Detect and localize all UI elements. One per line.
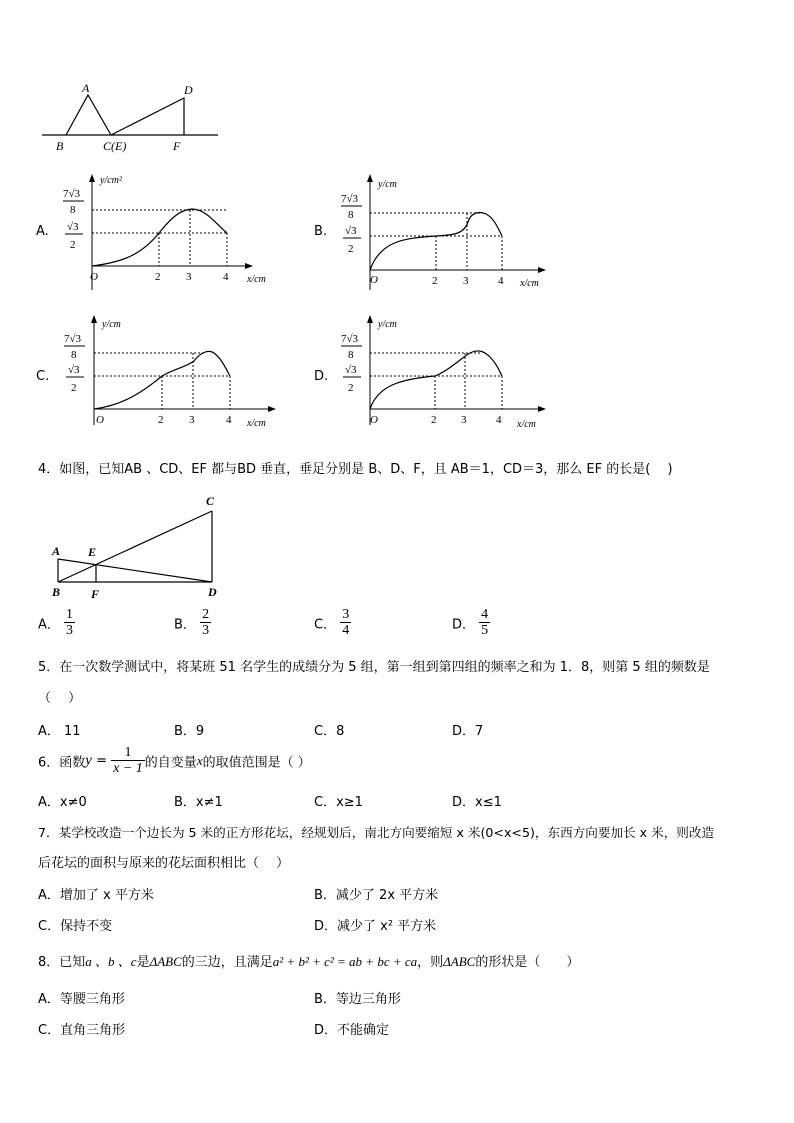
q7-stem-line2: 后花坛的面积与原来的花坛面积相比（ ） [38,856,290,871]
y-lo-num: √3 [68,364,80,376]
graph-label-c: C. [36,369,50,384]
y-unit: y/cm [378,319,397,330]
q6-var-y: y [85,752,92,769]
q8-option-d[interactable]: D．不能确定 [314,1023,390,1038]
q5-answer-paren: （ ） [38,691,82,706]
y-hi-num: 7√3 [64,333,82,345]
point-label-e: E [88,545,97,559]
y-hi-num: 7√3 [341,333,359,345]
point-label-f: F [173,139,181,153]
graph-option-d [312,313,562,438]
q7-option-a[interactable]: A．增加了 x 平方米 [38,888,154,903]
q8-option-c[interactable]: C．直角三角形 [38,1023,126,1038]
q7-option-d[interactable]: D．减少了 x² 平方米 [314,919,437,934]
graph-label-d: D. [314,369,329,384]
q8-mid2: 的三边，且满足 [181,955,273,970]
tick-4: 4 [498,275,504,287]
q6-fraction: $\frac{1}{x - 1}$ [113,745,143,777]
y-lo-den: 2 [348,243,354,255]
q6-post2: 的取值范围是（ ） [202,755,311,771]
y-lo-den: 2 [70,239,76,251]
graph-a-plot [34,172,284,297]
option-label: B． [174,617,196,633]
q7-option-c[interactable]: C．保持不变 [38,919,113,934]
tick-2: 2 [155,271,161,283]
option-fraction: $\frac{1}{3}$ [66,607,74,639]
y-hi-den: 8 [348,349,354,361]
tick-3: 3 [186,271,192,283]
q5-option-c[interactable]: C．8 [314,724,345,739]
q6-eq: = [91,753,112,769]
tick-2: 2 [432,275,438,287]
q8-triangle-2: ΔABC [443,954,476,969]
q5-option-b[interactable]: B．9 [174,724,205,739]
q6-stem [38,745,311,777]
graph-d-plot [312,313,562,438]
graph-option-b [312,172,562,297]
x-unit: x/cm [247,418,266,429]
option-fraction: $\frac{3}{4}$ [342,607,350,639]
origin-label: O [90,271,98,283]
q6-post: 的自变量 [144,755,197,771]
q4-option-a[interactable] [38,607,75,639]
y-hi-den: 8 [348,209,354,221]
origin-label: O [96,414,104,426]
q6-option-c[interactable]: C．x≥1 [314,795,363,810]
y-hi-den: 8 [71,349,77,361]
y-lo-num: √3 [345,225,357,237]
tick-3: 3 [463,275,469,287]
y-unit: y/cm² [100,175,122,186]
origin-label: O [370,414,378,426]
q8-mid3: ，则 [417,955,444,970]
q6-option-d[interactable]: D．x≤1 [452,795,502,810]
tick-4: 4 [226,414,232,426]
option-fraction: $\frac{2}{3}$ [202,607,210,639]
q6-var-x: x [196,752,203,768]
point-label-d: D [208,585,217,599]
option-label: D． [452,617,476,633]
q8-vars: a 、b 、c [85,954,137,969]
q4-option-d[interactable] [452,607,490,639]
tick-3: 3 [461,414,467,426]
y-lo-den: 2 [348,382,354,394]
q5-option-a[interactable]: A． 11 [38,724,81,739]
y-lo-den: 2 [71,382,77,394]
point-label-b: B [56,139,64,153]
y-hi-num: 7√3 [63,188,81,200]
q6-option-b[interactable]: B．x≠1 [174,795,223,810]
y-hi-den: 8 [70,204,76,216]
q4-stem: 4．如图，已知AB 、CD、EF 都与BD 垂直，垂足分别是 B、D、F，且 AB＝1，CD＝3，那么 EF 的长是( ) [38,462,673,477]
y-lo-num: √3 [345,364,357,376]
q8-post: 的形状是（ ） [475,955,580,970]
q6-pre: 6．函数 [38,755,86,771]
tick-2: 2 [158,414,164,426]
point-label-b: B [52,585,61,599]
tick-4: 4 [496,414,502,426]
top-figure [36,78,226,154]
q5-stem: 5．在一次数学测试中，将某班 51 名学生的成绩分为 5 组，第一组到第四组的频率之和为 1．8，则第 5 组的频数是 [38,660,710,675]
q6-option-a[interactable]: A．x≠0 [38,795,87,810]
point-label-f: F [91,587,100,601]
q5-option-d[interactable]: D．7 [452,724,484,739]
graph-label-b: B. [314,224,328,239]
q8-equation: a² + b² + c² = ab + bc + ca [272,954,418,969]
q8-stem [38,951,579,970]
point-label-a: A [82,81,90,95]
y-hi-num: 7√3 [341,193,359,205]
x-unit: x/cm [517,419,536,430]
origin-label: O [370,274,378,286]
q8-pre: 8．已知 [38,955,86,970]
graph-label-a: A. [36,224,49,239]
point-label-ce: C(E) [103,139,127,153]
q8-option-b[interactable]: B．等边三角形 [314,992,401,1007]
q8-option-a[interactable]: A．等腰三角形 [38,992,125,1007]
option-fraction: $\frac{4}{5}$ [481,607,489,639]
tick-3: 3 [189,414,195,426]
option-label: A． [38,617,60,633]
point-label-a: A [52,544,61,558]
option-label: C． [314,617,337,633]
x-unit: x/cm [520,278,539,289]
tick-2: 2 [431,414,437,426]
y-unit: y/cm [378,179,397,190]
q7-option-b[interactable]: B．减少了 2x 平方米 [314,888,439,903]
q4-figure [44,490,234,602]
graph-option-c [34,313,284,438]
y-unit: y/cm [102,319,121,330]
point-label-d: D [184,83,193,97]
graph-option-a [34,172,284,297]
q7-stem-line1: 7．某学校改造一个边长为 5 米的正方形花坛，经规划后，南北方向要缩短 x 米(0<x<5)，东西方向要加长 x 米，则改造 [38,825,715,840]
q4-option-c[interactable] [314,607,351,639]
graph-c-plot [34,313,284,438]
q4-option-b[interactable] [174,607,211,639]
x-unit: x/cm [247,274,266,285]
y-lo-num: √3 [67,221,79,233]
graph-b-plot [312,172,562,297]
point-label-c: C [206,494,215,508]
tick-4: 4 [223,271,229,283]
q8-triangle: ΔABC [149,954,182,969]
q8-mid: 是 [136,955,150,970]
